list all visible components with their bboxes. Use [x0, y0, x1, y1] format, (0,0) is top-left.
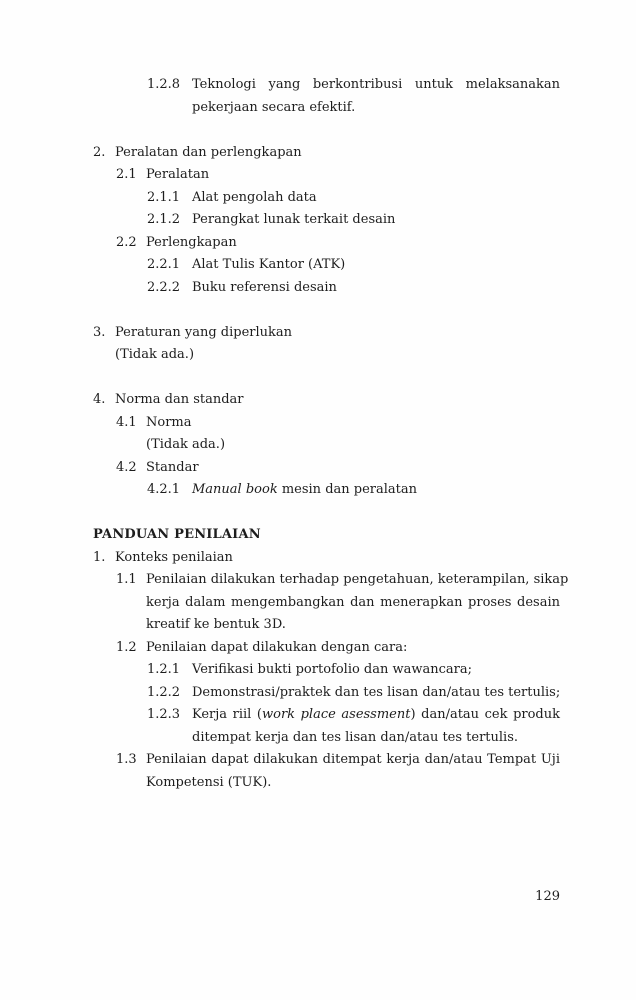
text-run: Demonstrasi/praktek dan tes lisan dan/atau tes tertulis;	[192, 684, 561, 700]
doc-line	[0, 209, 636, 232]
doc-line	[0, 659, 636, 682]
text-run: Teknologi yang berkontribusi untuk melaksanakan	[192, 77, 560, 92]
doc-line	[0, 187, 636, 210]
doc-line	[0, 479, 636, 502]
text-run: kerja dalam mengembangkan dan menerapkan proses desain	[146, 594, 560, 610]
item-number: 4.	[93, 392, 106, 407]
text-run: Peralatan dan perlengkapan	[115, 144, 302, 160]
item-number: 4.2	[116, 459, 137, 475]
text-run: (Tidak ada.)	[146, 437, 226, 452]
item-text	[192, 704, 560, 727]
text-run: Kompetensi (TUK).	[146, 774, 272, 790]
doc-line	[0, 74, 636, 97]
item-text	[146, 232, 560, 255]
text-run: kreatif ke bentuk 3D.	[146, 617, 286, 632]
text-run: Konteks penilaian	[115, 549, 233, 565]
item-number: 1.3	[116, 752, 137, 767]
item-text	[192, 659, 560, 682]
item-number: 2.2.2	[147, 279, 181, 295]
item-text	[146, 772, 560, 795]
doc-line	[0, 569, 636, 592]
italic-text-run: Manual book	[192, 482, 278, 497]
item-number: 1.2.1	[147, 662, 181, 677]
doc-line	[0, 277, 636, 300]
item-number: 1.2.2	[147, 684, 181, 700]
text-run: Penilaian dilakukan terhadap pengetahuan, keterampilan, sikap	[146, 572, 569, 587]
item-number: 1.	[93, 549, 106, 565]
item-text	[192, 74, 560, 97]
item-text	[146, 412, 560, 435]
item-text	[146, 434, 560, 457]
item-text	[115, 547, 560, 570]
item-text	[115, 344, 560, 367]
doc-line	[0, 682, 636, 705]
item-text	[146, 749, 560, 772]
item-number: 1.2.3	[147, 707, 181, 722]
item-text	[192, 187, 560, 210]
item-text	[115, 322, 560, 345]
item-text	[192, 727, 560, 750]
item-number	[116, 614, 146, 637]
item-text	[115, 389, 560, 412]
text-run: (Tidak ada.)	[115, 347, 195, 362]
item-text	[146, 569, 568, 592]
item-number: 2.1.2	[147, 212, 181, 227]
doc-line	[0, 97, 636, 120]
item-number	[147, 727, 192, 750]
item-text	[192, 254, 560, 277]
doc-line	[0, 412, 636, 435]
item-text	[192, 97, 560, 120]
text-run: Standar	[146, 459, 199, 475]
item-number: 1.2	[116, 639, 137, 655]
doc-line	[0, 727, 636, 750]
text-run: Penilaian dapat dilakukan ditempat kerja dan/atau Tempat Uji	[146, 752, 560, 767]
item-text	[93, 524, 560, 547]
item-text	[192, 682, 560, 705]
section-heading	[0, 524, 636, 547]
item-number: 2.1.1	[147, 189, 181, 205]
text-run: Norma	[146, 414, 192, 430]
item-number: 3.	[93, 324, 106, 340]
item-text	[146, 614, 560, 637]
doc-line	[0, 434, 636, 457]
document-body	[0, 74, 636, 794]
item-number: 1.2.8	[147, 77, 181, 92]
doc-line	[0, 232, 636, 255]
doc-line	[0, 164, 636, 187]
text-run: mesin dan peralatan	[277, 482, 418, 497]
item-number	[147, 97, 192, 120]
doc-line	[0, 142, 636, 165]
text-run: Kerja riil (	[192, 707, 262, 722]
doc-line	[0, 704, 636, 727]
item-number: 2.2.1	[147, 257, 181, 272]
item-number: 2.1	[116, 167, 137, 182]
doc-line	[0, 749, 636, 772]
item-text	[192, 479, 560, 502]
doc-line	[0, 592, 636, 615]
text-run: Perangkat lunak terkait desain	[192, 212, 396, 227]
item-number	[116, 592, 146, 615]
doc-line	[0, 547, 636, 570]
doc-line	[0, 344, 636, 367]
item-text	[192, 277, 560, 300]
text-run: pekerjaan secara efektif.	[192, 99, 356, 115]
item-number: 1.1	[116, 572, 137, 587]
text-run: PANDUAN PENILAIAN	[93, 527, 261, 542]
text-run: ) dan/atau cek produk	[410, 707, 561, 722]
text-run: Alat Tulis Kantor (ATK)	[192, 257, 346, 272]
item-number	[116, 772, 146, 795]
doc-line	[0, 614, 636, 637]
item-number	[93, 344, 115, 367]
item-text	[192, 209, 560, 232]
doc-line	[0, 772, 636, 795]
item-text	[146, 637, 560, 660]
item-text	[146, 457, 560, 480]
doc-line	[0, 637, 636, 660]
text-run: Buku referensi desain	[192, 279, 337, 295]
page-number: 129	[535, 889, 560, 904]
doc-line	[0, 457, 636, 480]
text-run: Perlengkapan	[146, 234, 237, 250]
italic-text-run: work place asessment	[261, 707, 411, 722]
doc-line	[0, 254, 636, 277]
text-run: Penilaian dapat dilakukan dengan cara:	[146, 639, 408, 655]
text-run: Peralatan	[146, 167, 210, 182]
item-number: 4.1	[116, 414, 137, 430]
item-text	[146, 164, 560, 187]
item-number: 4.2.1	[147, 482, 181, 497]
item-text	[115, 142, 560, 165]
item-number: 2.	[93, 144, 106, 160]
text-run: ditempat kerja dan tes lisan dan/atau tes tertulis.	[192, 729, 519, 745]
text-run: Alat pengolah data	[192, 189, 317, 205]
doc-line	[0, 322, 636, 345]
item-text	[146, 592, 560, 615]
text-run: Norma dan standar	[115, 392, 244, 407]
text-run: Verifikasi bukti portofolio dan wawancara;	[192, 662, 473, 677]
item-number	[116, 434, 146, 457]
doc-line	[0, 389, 636, 412]
text-run: Peraturan yang diperlukan	[115, 324, 293, 340]
item-number: 2.2	[116, 234, 137, 250]
